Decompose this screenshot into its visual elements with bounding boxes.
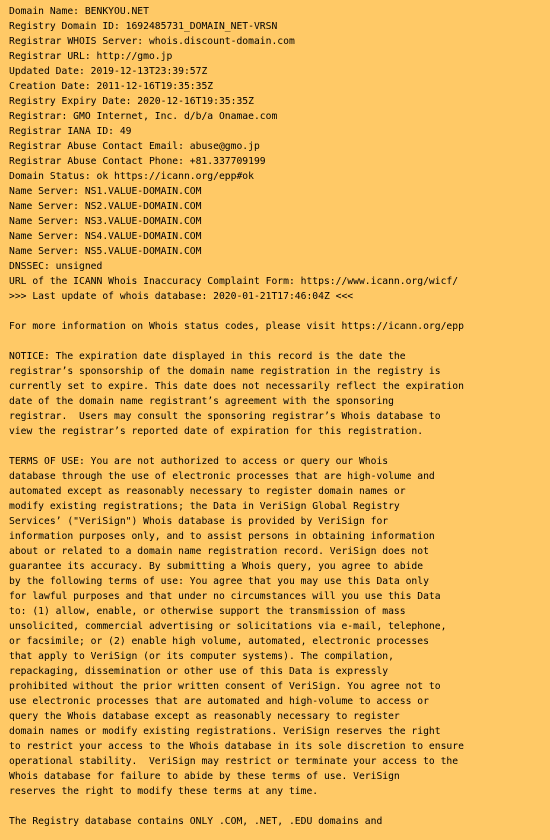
whois-line: reserves the right to modify these terms at any time. — [9, 786, 319, 797]
whois-line: TERMS OF USE: You are not authorized to access or query our Whois — [9, 456, 389, 467]
whois-line: NOTICE: The expiration date displayed in this record is the date the — [9, 351, 406, 362]
whois-line: registrar’s sponsorship of the domain name registration in the registry is — [9, 366, 441, 377]
whois-line: For more information on Whois status codes, please visit https://icann.org/epp — [9, 321, 464, 332]
whois-line: domain names or modify existing registrations. VeriSign reserves the right — [9, 726, 441, 737]
blank-line — [9, 439, 550, 454]
whois-line: for lawful purposes and that under no circumstances will you use this Data — [9, 591, 441, 602]
whois-line: use electronic processes that are automated and high-volume to access or — [9, 696, 429, 707]
whois-line: Domain Name: BENKYOU.NET — [9, 6, 149, 17]
whois-line: registrar. Users may consult the sponsoring registrar’s Whois database to — [9, 411, 441, 422]
whois-line: Registrar WHOIS Server: whois.discount-domain.com — [9, 36, 295, 47]
whois-line: Domain Status: ok https://icann.org/epp#ok — [9, 171, 254, 182]
whois-line: by the following terms of use: You agree that you may use this Data only — [9, 576, 429, 587]
whois-line: query the Whois database except as reasonably necessary to register — [9, 711, 400, 722]
whois-line: or facsimile; or (2) enable high volume, automated, electronic processes — [9, 636, 429, 647]
whois-line: >>> Last update of whois database: 2020-01-21T17:46:04Z <<< — [9, 291, 354, 302]
whois-line: Name Server: NS5.VALUE-DOMAIN.COM — [9, 246, 202, 257]
whois-line: modify existing registrations; the Data in VeriSign Global Registry — [9, 501, 400, 512]
whois-line: Name Server: NS1.VALUE-DOMAIN.COM — [9, 186, 202, 197]
blank-line — [9, 334, 550, 349]
whois-line: The Registry database contains ONLY .COM, .NET, .EDU domains and — [9, 816, 383, 827]
whois-line: guarantee its accuracy. By submitting a Whois query, you agree to abide — [9, 561, 424, 572]
blank-line — [9, 304, 550, 319]
whois-line: view the registrar’s reported date of expiration for this registration. — [9, 426, 424, 437]
whois-line: Registrar Abuse Contact Phone: +81.337709199 — [9, 156, 266, 167]
whois-line: Whois database for failure to abide by these terms of use. VeriSign — [9, 771, 400, 782]
whois-line: date of the domain name registrant’s agreement with the sponsoring — [9, 396, 394, 407]
whois-line: DNSSEC: unsigned — [9, 261, 103, 272]
whois-line: Registrar: GMO Internet, Inc. d/b/a Onamae.com — [9, 111, 278, 122]
whois-line: Registrar IANA ID: 49 — [9, 126, 132, 137]
whois-line: to restrict your access to the Whois database in its sole discretion to ensure — [9, 741, 464, 752]
whois-line: Name Server: NS3.VALUE-DOMAIN.COM — [9, 216, 202, 227]
blank-line — [9, 799, 550, 814]
whois-line: Registrar URL: http://gmo.jp — [9, 51, 173, 62]
whois-line: prohibited without the prior written consent of VeriSign. You agree not to — [9, 681, 441, 692]
whois-line: unsolicited, commercial advertising or solicitations via e-mail, telephone, — [9, 621, 447, 632]
whois-line: Name Server: NS4.VALUE-DOMAIN.COM — [9, 231, 202, 242]
whois-line: Creation Date: 2011-12-16T19:35:35Z — [9, 81, 214, 92]
whois-line: Registrar Abuse Contact Email: abuse@gmo.jp — [9, 141, 260, 152]
whois-line: operational stability. VeriSign may restrict or terminate your access to the — [9, 756, 459, 767]
whois-line: Services’ ("VeriSign") Whois database is provided by VeriSign for — [9, 516, 389, 527]
whois-line: about or related to a domain name registration record. VeriSign does not — [9, 546, 429, 557]
whois-line: to: (1) allow, enable, or otherwise support the transmission of mass — [9, 606, 406, 617]
whois-line: currently set to expire. This date does not necessarily reflect the expiration — [9, 381, 464, 392]
whois-line: URL of the ICANN Whois Inaccuracy Complaint Form: https://www.icann.org/wicf/ — [9, 276, 459, 287]
whois-line: automated except as reasonably necessary to register domain names or — [9, 486, 406, 497]
whois-line: repackaging, dissemination or other use of this Data is expressly — [9, 666, 389, 677]
whois-line: Updated Date: 2019-12-13T23:39:57Z — [9, 66, 208, 77]
whois-line: Registry Expiry Date: 2020-12-16T19:35:35Z — [9, 96, 254, 107]
whois-line: that apply to VeriSign (or its computer systems). The compilation, — [9, 651, 394, 662]
whois-line: database through the use of electronic processes that are high-volume and — [9, 471, 435, 482]
whois-line: Registry Domain ID: 1692485731_DOMAIN_NET-VRSN — [9, 21, 278, 32]
whois-line: Name Server: NS2.VALUE-DOMAIN.COM — [9, 201, 202, 212]
whois-line: information purposes only, and to assist persons in obtaining information — [9, 531, 435, 542]
